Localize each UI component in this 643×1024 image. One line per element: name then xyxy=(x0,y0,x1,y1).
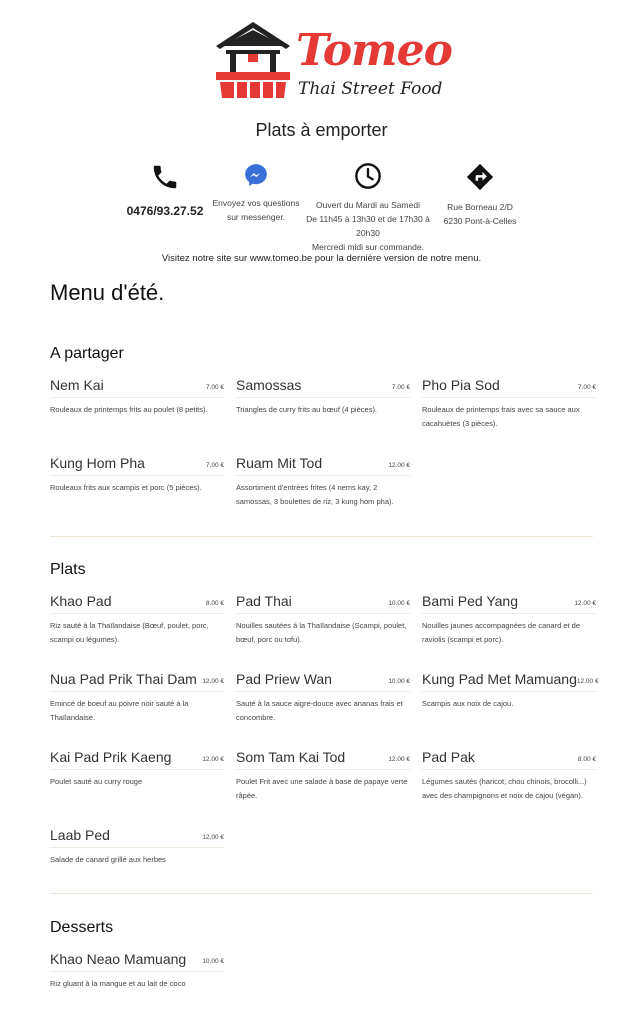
item-price: 7.00 € xyxy=(391,384,410,391)
visit-website-note: Visitez notre site sur www.tomeo.be pour la dernière version de notre menu. xyxy=(161,253,482,264)
item-name: Khao Pad xyxy=(50,593,112,609)
section-title-desserts: Desserts xyxy=(50,919,114,936)
brand-name: Tomeo xyxy=(296,25,452,76)
item-price: 7.00 € xyxy=(577,384,596,391)
item-description: Nouilles sautées à la Thaïlandaise (Scampi, poulet, bœuf, porc ou tofu). xyxy=(236,621,407,644)
menu-item xyxy=(422,592,596,647)
menu-item xyxy=(50,748,224,789)
house-logo-icon xyxy=(212,20,294,102)
item-description: Poulet sauté au curry rouge xyxy=(50,777,143,786)
item-description: Salade de canard grillé aux herbes xyxy=(50,855,166,864)
item-description: Riz sauté à la Thaïlandaise (Bœuf, poulet, porc, scampi ou légumes). xyxy=(50,621,209,644)
item-name: Kai Pad Prik Kaeng xyxy=(50,749,172,765)
item-price: 12.00 € xyxy=(388,756,410,763)
item-price: 8.00 € xyxy=(205,600,224,607)
item-price: 12.00 € xyxy=(202,756,224,763)
item-description: Rouleaux de printemps frits au poulet (8 petits). xyxy=(50,405,208,414)
menu-title: Menu d'été. xyxy=(50,280,165,305)
menu-item xyxy=(50,826,224,867)
item-price: 12.00 € xyxy=(202,678,224,685)
page-subtitle: Plats à emporter xyxy=(255,120,388,140)
item-name: Pad Pak xyxy=(422,749,475,765)
item-price: 12.00 € xyxy=(576,678,599,685)
messenger-text-line2: sur messenger. xyxy=(226,212,286,222)
item-price: 7.00 € xyxy=(205,462,224,469)
item-description: Riz gluant à la mangue et au lait de coco xyxy=(50,979,186,988)
item-price: 10.00 € xyxy=(388,678,410,685)
item-name: Samossas xyxy=(236,377,302,393)
item-name: Kung Hom Pha xyxy=(50,455,145,471)
item-name: Nem Kai xyxy=(50,377,104,393)
brand-logo[interactable] xyxy=(212,20,452,102)
item-price: 10.00 € xyxy=(202,958,224,965)
item-description: Emincé de boeuf au poivre noir sauté à la Thaïlandaise. xyxy=(50,699,189,722)
contact-phone[interactable] xyxy=(120,162,210,218)
hours-line2: De 11h45 à 13h30 et de 17h30 à 20h30 xyxy=(306,214,430,238)
hours-line3: Mercredi midi sur commande. xyxy=(312,242,424,252)
menu-item xyxy=(50,670,224,725)
menu-item xyxy=(422,670,599,711)
item-price: 12.00 € xyxy=(574,600,596,607)
item-description: Assortiment d'entrées frites (4 nems kay, 2 samossas, 3 boulettes de riz, 3 kung hom pha). xyxy=(236,483,394,506)
menu-item xyxy=(236,376,410,417)
item-description: Légumes sautés (haricot, chou chinois, brocolli...) avec des champignons et noix de cajou (végan). xyxy=(422,777,587,800)
clock-icon xyxy=(354,162,382,190)
menu-item xyxy=(50,454,224,495)
section-divider xyxy=(50,536,593,537)
item-price: 12.00 € xyxy=(202,834,224,841)
item-name: Pho Pia Sod xyxy=(422,377,500,393)
hours-line1: Ouvert du Mardi au Samedi xyxy=(316,200,420,210)
section-title-a-partager: A partager xyxy=(50,345,124,362)
item-description: Rouleaux de printemps frais avec sa sauce aux cacahuètes (3 pièces). xyxy=(422,405,580,428)
item-price: 7.00 € xyxy=(205,384,224,391)
menu-item xyxy=(236,748,410,803)
menu-item xyxy=(422,748,596,803)
item-price: 10.00 € xyxy=(388,600,410,607)
item-description: Triangles de curry frits au bœuf (4 pièces). xyxy=(236,405,378,414)
item-name: Nua Pad Prik Thai Dam xyxy=(50,671,197,687)
menu-item xyxy=(236,454,410,509)
contact-hours xyxy=(298,162,438,254)
item-description: Scampis aux noix de cajou. xyxy=(422,699,514,708)
item-description: Sauté à la sauce aigre-douce avec ananas frais et concombre. xyxy=(236,699,403,722)
brand-tagline: Thai Street Food xyxy=(298,79,443,99)
messenger-icon xyxy=(243,162,269,188)
section-title-plats: Plats xyxy=(50,561,86,578)
menu-item xyxy=(422,376,596,431)
item-price: 12.00 € xyxy=(388,462,410,469)
item-name: Pad Thai xyxy=(236,593,292,609)
item-description: Rouleaux frits aux scampis et porc (5 pièces). xyxy=(50,483,202,492)
item-description: Poulet Frit avec une salade à base de papaye verte râpée. xyxy=(236,777,408,800)
section-divider xyxy=(50,893,593,894)
contact-address[interactable] xyxy=(436,162,524,228)
menu-item xyxy=(236,592,410,647)
address-line2: 6230 Pont-à-Celles xyxy=(443,216,517,226)
address-line1: Rue Borneau 2/D xyxy=(447,202,513,212)
menu-item xyxy=(50,376,224,417)
contact-messenger[interactable] xyxy=(212,162,300,224)
phone-number: 0476/93.27.52 xyxy=(126,204,204,218)
item-name: Som Tam Kai Tod xyxy=(236,749,346,765)
item-description: Nouilles jaunes accompagnées de canard et de raviolis (scampi et porc). xyxy=(422,621,581,644)
item-name: Khao Neao Mamuang xyxy=(50,951,187,967)
phone-icon xyxy=(150,162,180,192)
item-name: Kung Pad Met Mamuang xyxy=(422,671,577,687)
item-name: Bami Ped Yang xyxy=(422,593,518,609)
messenger-text-line1: Envoyez vos questions xyxy=(212,198,300,208)
menu-item xyxy=(236,670,410,725)
item-name: Pad Priew Wan xyxy=(236,671,332,687)
item-name: Laab Ped xyxy=(50,827,110,843)
item-name: Ruam Mit Tod xyxy=(236,455,323,471)
menu-item xyxy=(50,950,224,991)
directions-icon xyxy=(465,162,495,192)
item-price: 8.00 € xyxy=(577,756,596,763)
menu-item xyxy=(50,592,224,647)
